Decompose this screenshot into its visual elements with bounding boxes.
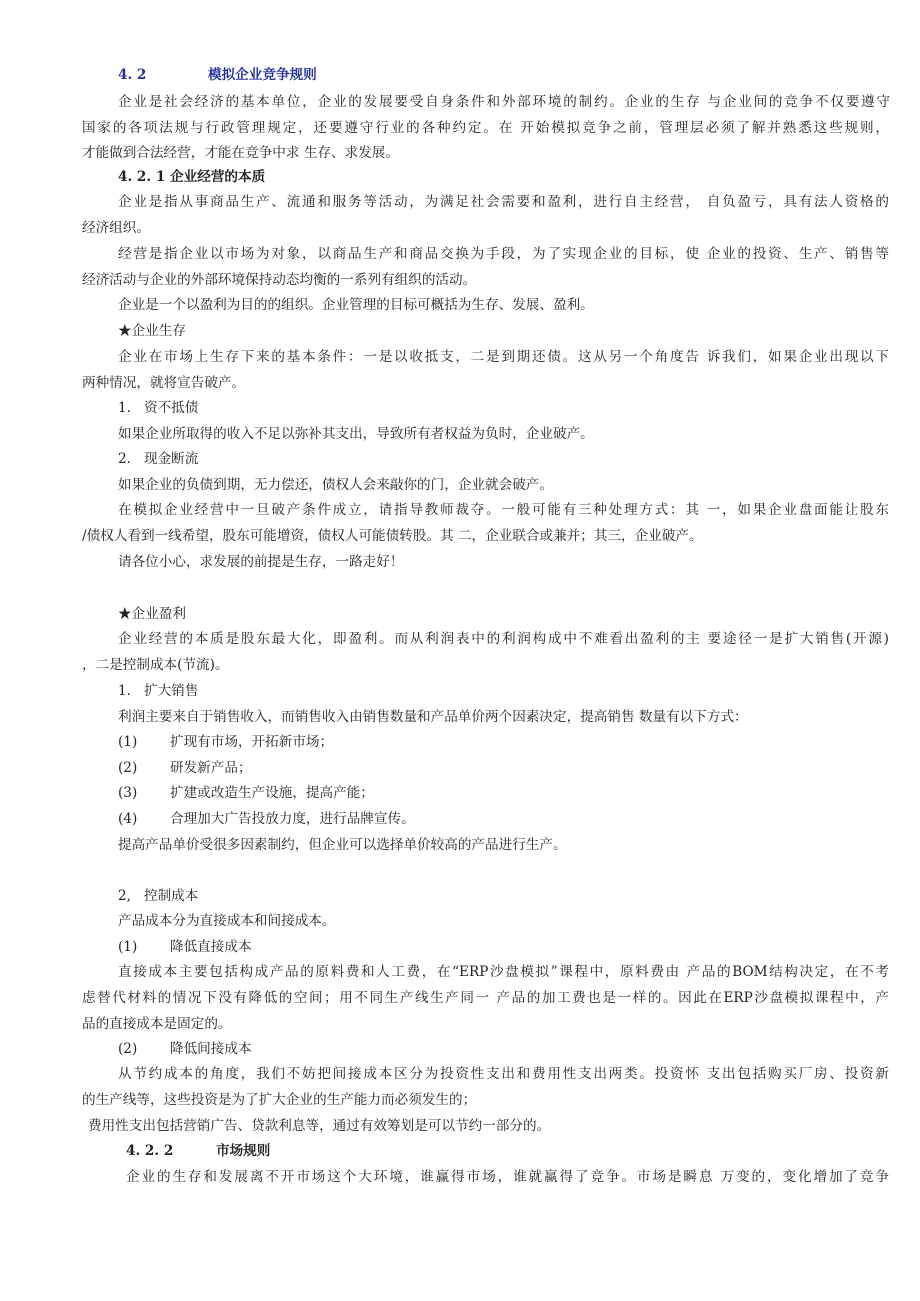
- paragraph-line: 直接成本主要包括构成产品的原料费和人工费，在“ERP沙盘模拟”课程中，原料费由 产品的BOM结构决定，在不考: [118, 964, 889, 980]
- paragraph-line: 企业经营的本质是股东最大化，即盈利。而从利润表中的利润构成中不难看出盈利的主 要途径一是扩大销售(开源): [118, 631, 889, 647]
- list-item-heading: (2) 降低间接成本: [118, 1041, 252, 1057]
- paragraph-line: 两种情况，就将宣告破产。: [82, 375, 246, 391]
- list-item-heading: 2. 现金断流: [118, 451, 199, 467]
- list-item-heading: 1. 扩大销售: [118, 683, 199, 699]
- paragraph-line: 企业是一个以盈利为目的的组织。企业管理的目标可概括为生存、发展、盈利。: [118, 297, 594, 313]
- paragraph-line: 产品成本分为直接成本和间接成本。: [118, 913, 336, 929]
- list-item: (2) 研发新产品；: [118, 760, 252, 776]
- paragraph-line: 利润主要来自于销售收入，而销售收入由销售数量和产品单价两个因素决定，提高销售 数量有以下方式：: [118, 709, 748, 725]
- paragraph-line: 在模拟企业经营中一旦破产条件成立，请指导教师裁夺。一般可能有三种处理方式：其 一，如果企业盘面能让股东: [118, 502, 889, 518]
- paragraph-line: 企业的生存和发展离不开市场这个大环境，谁赢得市场，谁就赢得了竞争。市场是瞬息 万变的，变化增加了竞争: [126, 1169, 889, 1185]
- list-item: (3) 扩建或改造生产设施，提高产能；: [118, 785, 374, 801]
- list-item-heading: (1) 降低直接成本: [118, 939, 252, 955]
- paragraph-line: 企业在市场上生存下来的基本条件：一是以收抵支，二是到期还债。这从另一个角度告 诉我们，如果企业出现以下: [118, 349, 889, 365]
- paragraph-line: 经营是指企业以市场为对象，以商品生产和商品交换为手段，为了实现企业的目标，使 企业的投资、生产、销售等: [118, 246, 889, 262]
- paragraph-line: 经济活动与企业的外部环境保持动态均衡的一系列有组织的活动。: [82, 272, 477, 288]
- paragraph-line: 国家的各项法规与行政管理规定，还要遵守行业的各种约定。在 开始模拟竞争之前，管理层必须了解并熟悉这些规则，: [82, 120, 889, 136]
- paragraph-line: 如果企业的负债到期，无力偿还，债权人会来敲你的门，企业就会破产。: [118, 477, 553, 493]
- paragraph-line: 的生产线等，这些投资是为了扩大企业的生产能力而必须发生的；: [82, 1092, 477, 1108]
- paragraph-line: 才能做到合法经营，才能在竞争中求 生存、求发展。: [82, 145, 399, 161]
- list-item-heading: 1. 资不抵债: [118, 400, 199, 416]
- section-heading-4-2-1: 4. 2. 1 企业经营的本质: [118, 169, 266, 185]
- survival-heading: ★企业生存: [118, 323, 186, 339]
- profit-heading: ★企业盈利: [118, 606, 186, 622]
- paragraph-line: 经济组织。: [82, 220, 150, 236]
- paragraph-line: 请各位小心，求发展的前提是生存，一路走好！: [118, 554, 404, 570]
- paragraph-line: 虑替代材料的情况下没有降低的空间；用不同生产线生产同一 产品的加工费也是一样的。因此在ERP沙盘模拟课程中，产: [82, 990, 889, 1006]
- paragraph-line: ，二是控制成本(节流)。: [82, 657, 229, 673]
- list-item: (4) 合理加大广告投放力度，进行品牌宣传。: [118, 811, 415, 827]
- paragraph-line: 提高产品单价受很多因素制约，但企业可以选择单价较高的产品进行生产。: [118, 837, 567, 853]
- section-heading-4-2: 4. 2 模拟企业竞争规则: [118, 67, 317, 83]
- list-item: (1) 扩现有市场，开拓新市场；: [118, 734, 334, 750]
- paragraph-line: /债权人看到一线希望，股东可能增资，债权人可能债转股。其 二，企业联合或兼并；其三，企业破产。: [82, 528, 703, 544]
- paragraph-line: 费用性支出包括营销广告、贷款利息等，通过有效筹划是可以节约一部分的。: [88, 1118, 551, 1134]
- paragraph-line: 企业是社会经济的基本单位，企业的发展要受自身条件和外部环境的制约。企业的生存 与企业间的竞争不仅要遵守: [118, 94, 890, 110]
- paragraph-line: 企业是指从事商品生产、流通和服务等活动，为满足社会需要和盈利，进行自主经营， 自负盈亏，具有法人资格的: [118, 194, 889, 210]
- list-item-heading: 2, 控制成本: [118, 888, 199, 904]
- paragraph-line: 品的直接成本是固定的。: [82, 1016, 232, 1032]
- section-heading-4-2-2: 4. 2. 2 市场规则: [126, 1143, 271, 1159]
- paragraph-line: 从节约成本的角度，我们不妨把间接成本区分为投资性支出和费用性支出两类。投资怀 支出包括购买厂房、投资新: [118, 1066, 889, 1082]
- paragraph-line: 如果企业所取得的收入不足以弥补其支出，导致所有者权益为负时，企业破产。: [118, 426, 594, 442]
